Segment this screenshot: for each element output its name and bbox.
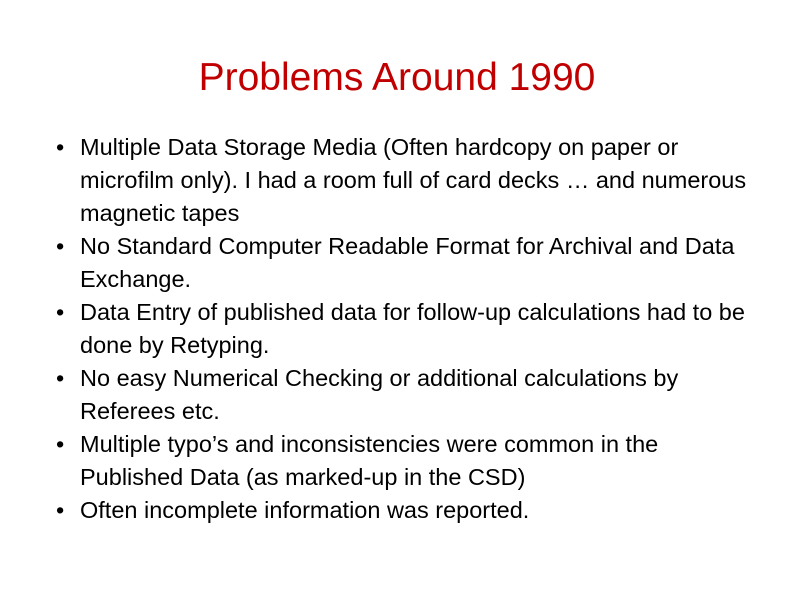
bullet-list — [56, 131, 766, 527]
bullet-glyph: • — [56, 134, 65, 160]
bullet-text: Often incomplete information was reported. — [80, 497, 530, 523]
bullet-glyph: • — [56, 233, 65, 259]
slide-title: Problems Around 1990 — [198, 56, 596, 99]
bullet-item — [56, 362, 766, 428]
bullet-item — [56, 131, 766, 230]
bullet-text: No Standard Computer Readable Format for Archival and Data Exchange. — [80, 233, 735, 292]
bullet-glyph: • — [56, 365, 65, 391]
bullet-text: Data Entry of published data for follow-up calculations had to be done by Retyping. — [80, 299, 745, 358]
bullet-text: Multiple typo’s and inconsistencies were common in the Published Data (as marked-up in the CSD) — [80, 431, 659, 490]
bullet-item — [56, 428, 766, 494]
bullet-text: No easy Numerical Checking or additional calculations by Referees etc. — [80, 365, 679, 424]
bullet-text: Multiple Data Storage Media (Often hardcopy on paper or microfilm only). I had a room full of card decks … and numerous magnetic tapes — [80, 134, 747, 226]
bullet-item — [56, 494, 766, 527]
bullet-glyph: • — [56, 497, 65, 523]
bullet-glyph: • — [56, 299, 65, 325]
bullet-item — [56, 230, 766, 296]
bullet-item — [56, 296, 766, 362]
bullet-glyph: • — [56, 431, 65, 457]
